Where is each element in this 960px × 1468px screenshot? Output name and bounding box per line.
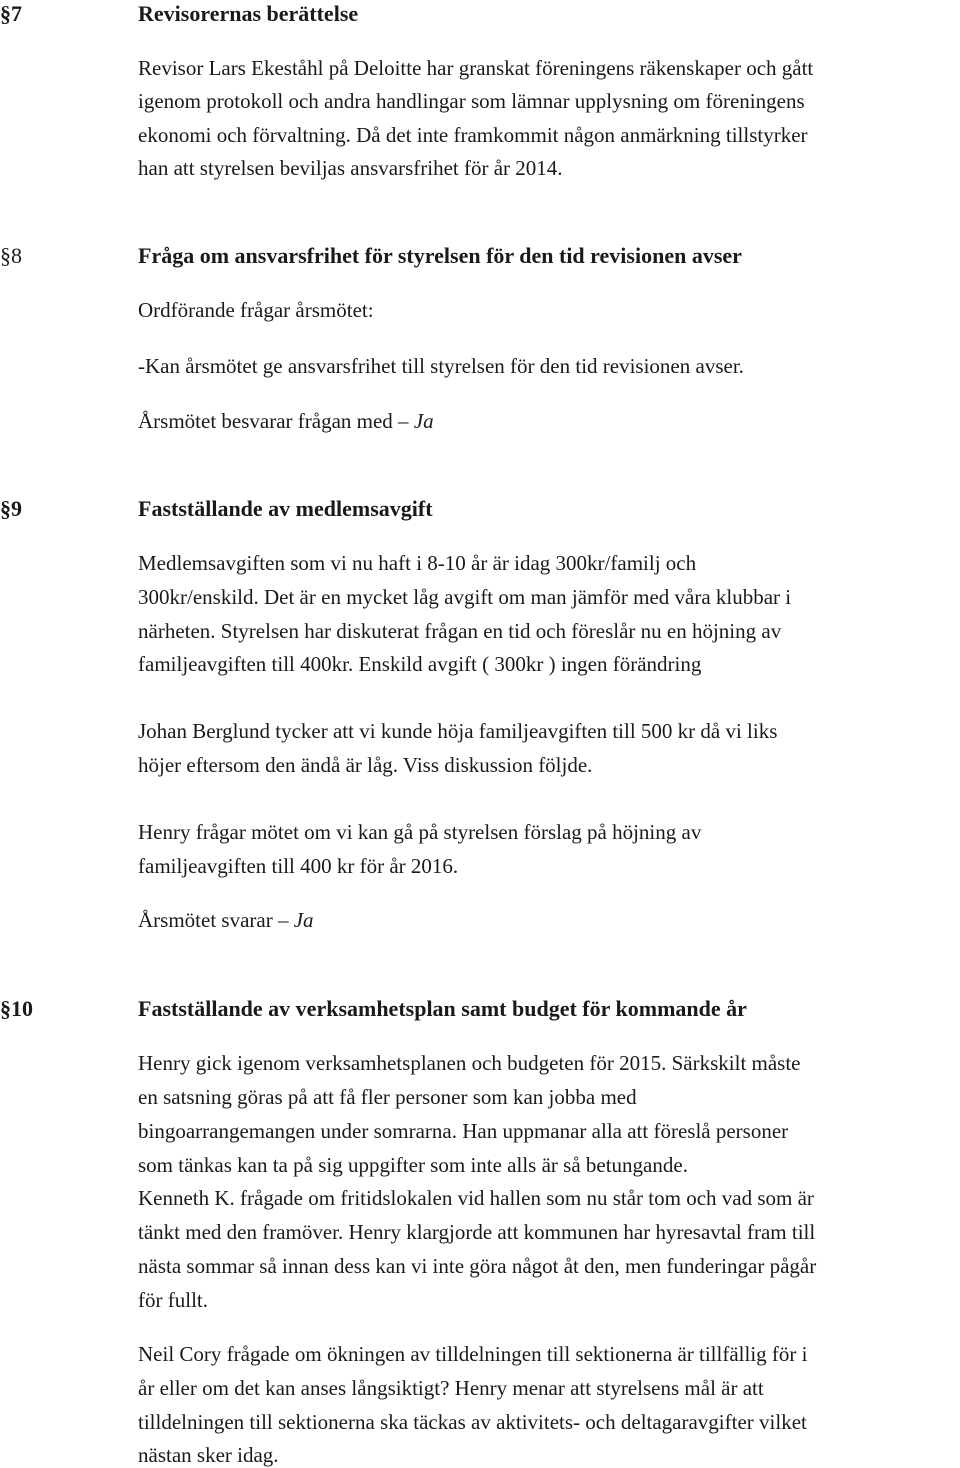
- body-line: närheten. Styrelsen har diskuterat frågan en tid och föreslår nu en höjning av: [138, 619, 782, 643]
- body-line: igenom protokoll och andra handlingar som lämnar upplysning om föreningens: [138, 89, 805, 113]
- section-title: Fastställande av medlemsavgift: [138, 496, 433, 521]
- answer-prefix: Årsmötet besvarar frågan med –: [138, 409, 409, 433]
- body-line: Revisor Lars Ekeståhl på Deloitte har granskat föreningens räkenskaper och gått: [138, 56, 814, 80]
- body-line: bingoarrangemangen under somrarna. Han uppmanar alla att föreslå personer: [138, 1119, 789, 1143]
- body-line: Kenneth K. frågade om fritidslokalen vid hallen som nu står tom och vad som är: [138, 1186, 814, 1210]
- section-number: §7: [0, 1, 22, 26]
- answer-value: Ja: [293, 908, 314, 932]
- body-line: Ordförande frågar årsmötet:: [138, 298, 374, 322]
- body-line: en satsning göras på att få fler personer som kan jobba med: [138, 1085, 637, 1109]
- body-line: ekonomi och förvaltning. Då det inte framkommit någon anmärkning tillstyrker: [138, 123, 808, 147]
- body-line: familjeavgiften till 400kr. Enskild avgift ( 300kr ) ingen förändring: [138, 652, 702, 676]
- section-title: Revisorernas berättelse: [138, 1, 359, 26]
- body-line: 300kr/enskild. Det är en mycket låg avgift om man jämför med våra klubbar i: [138, 585, 792, 609]
- body-line: som tänkas kan ta på sig uppgifter som inte alls är så betungande.: [138, 1153, 688, 1177]
- body-line: höjer eftersom den ändå är låg. Viss diskussion följde.: [138, 753, 593, 777]
- body-line: Neil Cory frågade om ökningen av tilldelningen till sektionerna är tillfällig för i: [138, 1342, 808, 1366]
- body-line: tilldelningen till sektionerna ska täckas av aktivitets- och deltagaravgifter vilket: [138, 1410, 807, 1434]
- body-line: tänkt med den framöver. Henry klargjorde att kommunen har hyresavtal fram till: [138, 1220, 816, 1244]
- answer-line: [138, 910, 314, 931]
- section-title: Fastställande av verksamhetsplan samt budget för kommande år: [138, 996, 747, 1021]
- body-line: -Kan årsmötet ge ansvarsfrihet till styrelsen för den tid revisionen avser.: [138, 354, 744, 378]
- answer-line: [138, 411, 434, 432]
- body-line: han att styrelsen beviljas ansvarsfrihet för år 2014.: [138, 156, 563, 180]
- body-line: för fullt.: [138, 1288, 208, 1312]
- body-line: Henry frågar mötet om vi kan gå på styrelsen förslag på höjning av: [138, 820, 702, 844]
- body-line: år eller om det kan anses långsiktigt? Henry menar att styrelsens mål är att: [138, 1376, 764, 1400]
- section-title: Fråga om ansvarsfrihet för styrelsen för den tid revisionen avser: [138, 243, 742, 268]
- body-line: Johan Berglund tycker att vi kunde höja familjeavgiften till 500 kr då vi liks: [138, 719, 778, 743]
- body-line: Henry gick igenom verksamhetsplanen och budgeten för 2015. Särkskilt måste: [138, 1051, 801, 1075]
- body-line: nästa sommar så innan dess kan vi inte göra något åt den, men funderingar pågår: [138, 1254, 817, 1278]
- answer-value: Ja: [413, 409, 434, 433]
- body-line: nästan sker idag.: [138, 1443, 279, 1467]
- body-line: Medlemsavgiften som vi nu haft i 8-10 år är idag 300kr/familj och: [138, 551, 697, 575]
- section-number: §10: [0, 996, 33, 1021]
- answer-prefix: Årsmötet svarar –: [138, 908, 289, 932]
- body-line: familjeavgiften till 400 kr för år 2016.: [138, 854, 459, 878]
- section-number: §9: [0, 496, 22, 521]
- section-number: §8: [0, 243, 22, 268]
